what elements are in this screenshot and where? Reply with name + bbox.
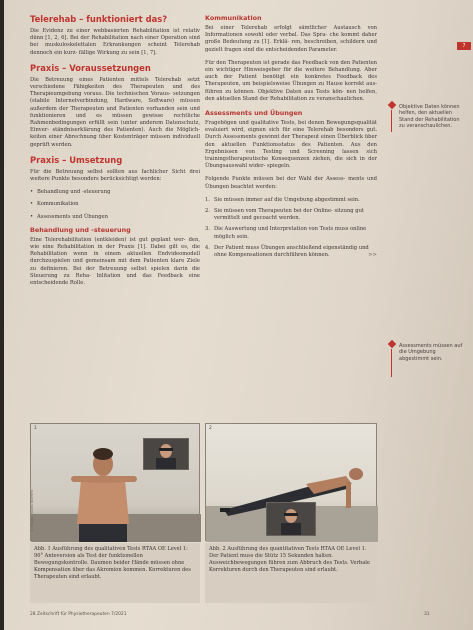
side-marker-icon — [388, 101, 396, 109]
magazine-page — [4, 0, 473, 630]
figure-number: 2 — [209, 426, 212, 431]
figure-1-photo — [30, 423, 200, 541]
numbered-item: 3. Die Auswertung und Interpretation von Tests muss online möglich sein. — [205, 226, 367, 240]
figure-2-photo — [205, 423, 377, 541]
bullet-item: • Behandlung und -steuerung — [30, 189, 200, 196]
numbered-item: 4. Der Patient muss Übungen anschließend eigenständig und ohne Kompensationen durchführen können. >> — [205, 244, 377, 259]
therapist-webcam-icon — [144, 439, 188, 469]
photo-credit: © Fotos: lukas boehm — [29, 490, 34, 532]
paragraph-behandlung: Eine Telerehabilitation (entkleiden) ist gut geplant wer- den, wie eine Rehabilitation in der Praxis [1]. Dabei gilt es, die Rehabilitation wenn in einem aktuellen Endvideomodell durchzuspielen und gemeinsam mit dem Patienten klare Ziele zu definieren. Bei der Betreuung selbst spielen darin die Steuerung zu Reha- bilitation und das Feedback eine entscheidende Rolle. — [30, 236, 200, 287]
therapist-webcam-icon — [267, 503, 315, 535]
paragraph-kommunikation-1: Bei einer Telerehab erfolgt sämtlicher Austausch von Informationen sowohl oder verbal. Das Spra- che kommt daher große Bedeutung zu [1]. Erklä- ren, beschreiben, schildern und gezielt fragen sind die entscheidenden Parameter. — [205, 25, 377, 53]
continue-arrow: >> — [368, 252, 377, 259]
bullet-item: • Assessments und Übungen — [30, 214, 200, 221]
footer-left: 28 Zeitschrift für Physiotherapeuten 7/2021 — [30, 612, 127, 617]
heading-kommunikation: Kommunikation — [205, 14, 262, 22]
side-marker-icon — [388, 340, 396, 348]
paragraph-voraussetzungen: Die Betreuung eines Patienten mittels Telerehab setzt verschiedene Fähigkeiten des Therapeuten und des Therapieumgebung voraus. Die technischen Voraus- setzungen (stabile Internetverbindung, Hardware, Software) müssen außerdem der Therapeuten und Patienten vorhanden sein und funktionieren und es müssen gewisse rechtliche Rahmenbedingungen erfüllt sein (unter anderem Datenschutz, Einver- ständniserklärung des Patienten). Auch die Möglich- keiten einer Abrechnung über Kostenträger müssen individuell geprüft werden. — [30, 76, 200, 148]
video-call-inset — [266, 502, 316, 536]
heading-umsetzung: Praxis – Umsetzung — [30, 154, 123, 165]
figure-1-caption: Abb. 1 Ausführung des qualitativen Tests RTAA OE Level 1: 90° Anteversion als Test der funktionellen Bewegungskontrolle. Daumen beider Hände müssen ohne Kompensation über das Akromion kommen. Korrekturen des Therapeuten sind erlaubt. — [30, 543, 200, 603]
heading-voraussetzungen: Praxis – Voraussetzungen — [30, 62, 151, 73]
side-note-1: Objektive Daten können helfen, den aktuellen Stand der Rehabilitation zu veranschaulichen. — [399, 104, 465, 130]
paragraph-umsetzung: Für die Betreuung selbst sollten aus fachlicher Sicht drei weitere Punkte besonders berücksichtigt werden: — [30, 168, 200, 183]
paragraph-kommunikation-2: Für den Therapeuten ist gerade das Feedback von den Patienten ein wichtiger Hinweisgeber für die weitere Behandlung. Aber auch der Patient benötigt ein konkretes Feedback des Therapeuten, um beispielsweise Übungen zu Hause korrekt aus- führen zu können. Objektive Daten aus Tests kön- nen helfen, den aktuellen Stand der Rehabilitation zu veranschaulichen. — [205, 59, 377, 102]
numbered-item: 1. Sie müssen immer auf die Umgebung abgestimmt sein. — [205, 196, 360, 203]
heading-behandlung: Behandlung und -steuerung — [30, 225, 131, 234]
heading-assessments: Assessments und Übungen — [205, 109, 303, 118]
heading-telerehab: Telereha​b – funktioniert das? — [30, 14, 168, 24]
paragraph-assessments: Fragebögen und qualitative Tests, bei denen Bewegungsqualität evaluiert wird, eignen sich für eine Telerehab besonders gut. Durch Assessments gewinnt der Therapeut einen Überblick über den aktuellen Funktionsstatus des Patienten. Aus den Ergebnissen von Testing und Screening lassen sich trainingstherapeutische Konsequenzen ziehen, die sich in der Übungsauswahl wider- spiegeln. — [205, 120, 377, 170]
left-column — [30, 14, 200, 293]
figure-number: 1 — [34, 426, 37, 431]
numbered-item: 2. Sie müssen vom Therapeuten bei der Online- sitzung gut vermittelt und gecoacht werden. — [205, 208, 364, 222]
section-tab: 7 — [457, 42, 471, 50]
right-column — [205, 14, 377, 263]
side-note-2: Assessments müssen auf die Umgebung abgestimmt sein. — [399, 343, 465, 362]
video-call-inset — [143, 438, 189, 470]
bullet-list — [30, 189, 200, 221]
side-rule — [391, 349, 392, 377]
numbered-list — [205, 197, 377, 259]
figure-2-caption: Abb. 2 Ausführung des quantitativen Tests RTAA OE Level 1. Der Patient muss die Stütz 15 Sekunden halten. Ausweichbewegungen führen zum Abbruch des Tests. Verbale Korrekturen durch den Therapeuten sind erlaubt. — [205, 543, 377, 603]
page-number: 31 — [424, 612, 430, 617]
bullet-item: • Kommunikation — [30, 201, 200, 208]
paragraph-folgende: Folgende Punkte müssen bei der Wahl der Assess- ments und Übungen beachtet werden: — [205, 176, 377, 190]
paragraph-telerehab: Die Evidenz zu einer webbasierten Rehabilitation ist relativ dünn [1, 2, 6]. Bei der Rehabilitation nach einer Operation sind bei muskuloskelettalen Erkrankungen scheint Telerehab dennoch ein kurz- fällige Wirkung zu sein [1, 7]. — [30, 28, 200, 56]
side-rule — [391, 110, 392, 132]
